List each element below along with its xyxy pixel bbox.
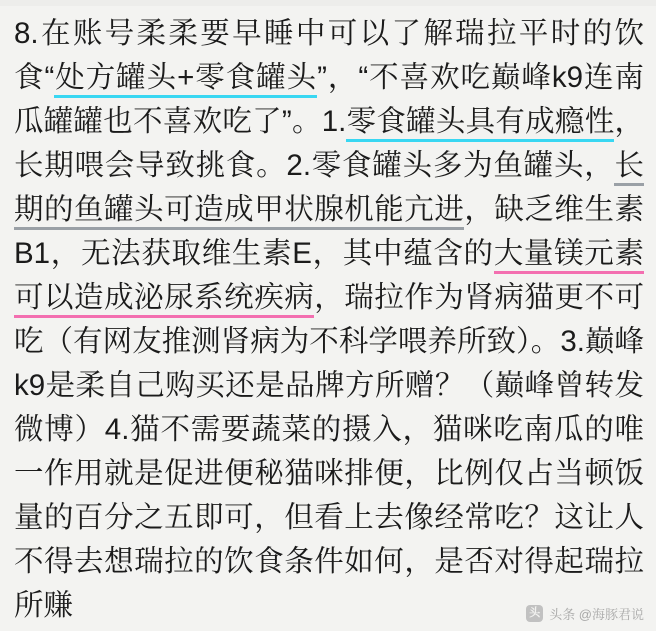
text-segment-highlight-cyan-1: 处方罐头+零食罐头 bbox=[54, 61, 317, 98]
text-segment-plain-4: ，缺乏维生素B1，无法获取维生素E，其中蕴含的 bbox=[14, 193, 644, 270]
toutiao-logo-icon: 头 bbox=[526, 605, 543, 622]
text-segment-highlight-gray-1: 长期的鱼罐头可造成甲状腺机能亢进 bbox=[14, 149, 644, 230]
page-top-edge bbox=[0, 0, 656, 6]
text-segment-plain-3: ，长期喂会导致挑食。2.零食罐头多为鱼罐头， bbox=[14, 105, 644, 182]
text-segment-plain-5: ，瑞拉作为肾病猫更不可吃（有网友推测肾病为不科学喂养所致）。3.巅峰k9是柔自己购买还是品牌方所赠？（巅峰曾转发微博）4.猫不需要蔬菜的摄入，猫咪吃南瓜的唯一作用就是促进便秘猫咪排便，比例仅占当顿饭量的百分之五即可，但看上去像经常吃？这让人不得去想瑞拉的饮食条件如何，是否对得起瑞拉所赚 bbox=[14, 281, 644, 622]
watermark bbox=[526, 604, 644, 623]
text-segment-highlight-pink-1: 大量镁元素可以造成泌尿系统疾病 bbox=[14, 237, 644, 318]
text-segment-plain-2: ”，“不喜欢吃巅峰k9连南瓜罐罐也不喜欢吃了”。1. bbox=[14, 61, 645, 138]
watermark-label: 头条 @海豚君说 bbox=[549, 607, 644, 622]
text-segment-plain-1: 8.在账号柔柔要早睡中可以了解瑞拉平时的饮食“ bbox=[14, 17, 644, 94]
text-segment-highlight-cyan-2: 零食罐头具有成瘾性 bbox=[346, 105, 614, 142]
document-text-body bbox=[14, 12, 644, 628]
